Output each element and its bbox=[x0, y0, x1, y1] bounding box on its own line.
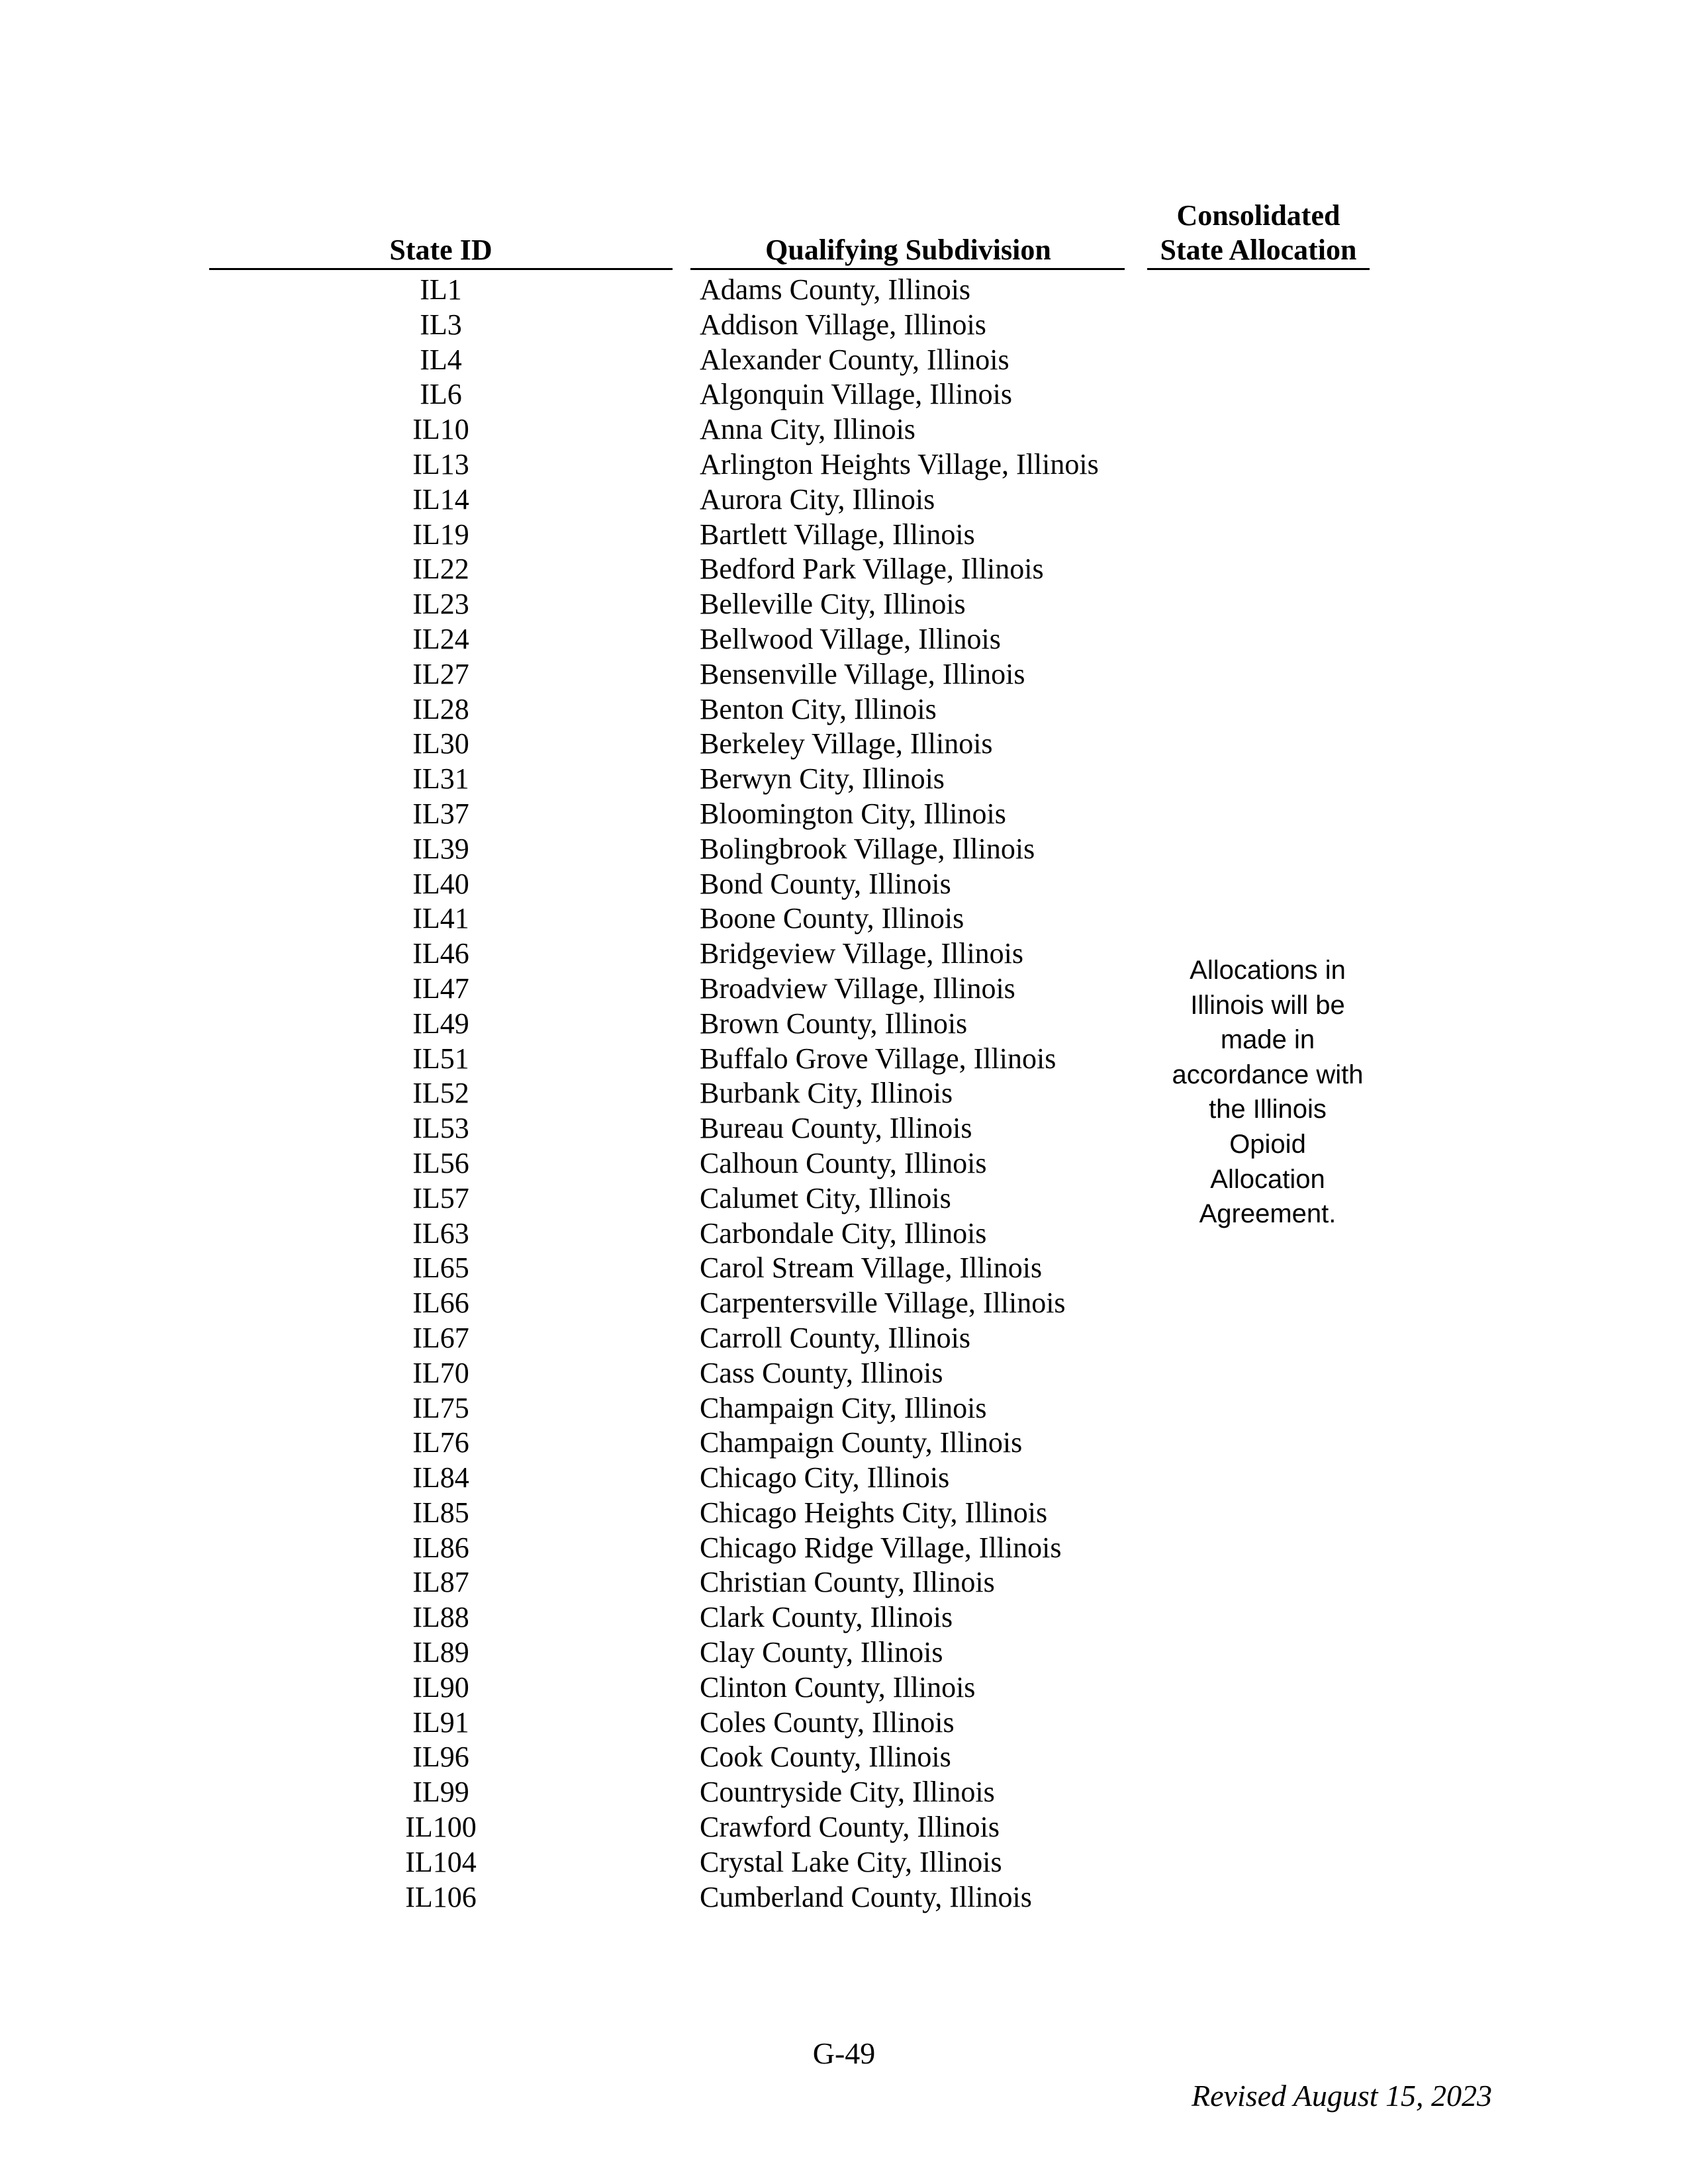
header-allocation-line1: Consolidated bbox=[1176, 199, 1340, 232]
state-id-cell: IL46 bbox=[412, 937, 469, 970]
subdivision-cell: Countryside City, Illinois bbox=[700, 1776, 995, 1809]
subdivision-cell: Christian County, Illinois bbox=[700, 1566, 995, 1599]
state-id-cell: IL6 bbox=[420, 378, 462, 411]
subdivision-column bbox=[700, 273, 1163, 1915]
state-id-cell: IL31 bbox=[412, 762, 469, 796]
state-id-cell: IL90 bbox=[412, 1670, 469, 1704]
header-rule-subdivision bbox=[690, 268, 1125, 270]
subdivision-cell: Champaign County, Illinois bbox=[700, 1426, 1023, 1459]
header-state-id: State ID bbox=[389, 234, 492, 266]
header-rule-state-id bbox=[209, 268, 673, 270]
state-id-cell: IL106 bbox=[405, 1880, 477, 1913]
subdivision-cell: Chicago Ridge Village, Illinois bbox=[700, 1531, 1062, 1564]
state-id-cell: IL104 bbox=[405, 1845, 477, 1878]
state-id-cell: IL51 bbox=[412, 1042, 469, 1075]
subdivision-cell: Burbank City, Illinois bbox=[700, 1077, 953, 1110]
subdivision-cell: Coles County, Illinois bbox=[700, 1706, 955, 1739]
state-id-cell: IL53 bbox=[412, 1112, 469, 1145]
subdivision-cell: Adams County, Illinois bbox=[700, 273, 971, 306]
subdivision-cell: Bellwood Village, Illinois bbox=[700, 622, 1001, 655]
state-id-cell: IL1 bbox=[420, 273, 462, 306]
state-id-cell: IL88 bbox=[412, 1601, 469, 1634]
subdivision-cell: Clark County, Illinois bbox=[700, 1601, 953, 1634]
state-id-cell: IL86 bbox=[412, 1531, 469, 1564]
allocation-note-line: accordance with bbox=[1172, 1060, 1364, 1089]
state-id-cell: IL30 bbox=[412, 727, 469, 760]
subdivision-cell: Clinton County, Illinois bbox=[700, 1670, 976, 1704]
subdivision-cell: Brown County, Illinois bbox=[700, 1007, 968, 1040]
state-id-cell: IL84 bbox=[412, 1461, 469, 1494]
header-consolidated-state-allocation bbox=[1147, 199, 1370, 267]
allocation-note-line: Illinois will be bbox=[1190, 990, 1345, 1020]
state-id-cell: IL23 bbox=[412, 588, 469, 621]
state-id-cell: IL89 bbox=[412, 1636, 469, 1669]
subdivision-cell: Buffalo Grove Village, Illinois bbox=[700, 1042, 1056, 1075]
subdivision-cell: Bolingbrook Village, Illinois bbox=[700, 832, 1035, 865]
subdivision-cell: Bloomington City, Illinois bbox=[700, 797, 1006, 830]
subdivision-cell: Bridgeview Village, Illinois bbox=[700, 937, 1024, 970]
subdivision-cell: Bond County, Illinois bbox=[700, 867, 951, 900]
subdivision-cell: Carpentersville Village, Illinois bbox=[700, 1287, 1066, 1320]
state-id-cell: IL57 bbox=[412, 1181, 469, 1214]
state-id-cell: IL27 bbox=[412, 657, 469, 690]
subdivision-cell: Bartlett Village, Illinois bbox=[700, 518, 975, 551]
state-id-cell: IL13 bbox=[412, 447, 469, 480]
subdivision-cell: Anna City, Illinois bbox=[700, 413, 915, 446]
state-id-cell: IL14 bbox=[412, 482, 469, 516]
header-qualifying-subdivision: Qualifying Subdivision bbox=[765, 234, 1051, 266]
state-id-cell: IL22 bbox=[412, 553, 469, 586]
subdivision-cell: Boone County, Illinois bbox=[700, 902, 964, 935]
subdivision-cell: Crawford County, Illinois bbox=[700, 1811, 1000, 1844]
subdivision-cell: Aurora City, Illinois bbox=[700, 482, 935, 516]
state-id-cell: IL49 bbox=[412, 1007, 469, 1040]
state-id-cell: IL91 bbox=[412, 1706, 469, 1739]
subdivision-cell: Belleville City, Illinois bbox=[700, 588, 966, 621]
subdivision-cell: Addison Village, Illinois bbox=[700, 308, 986, 341]
state-id-cell: IL10 bbox=[412, 413, 469, 446]
state-id-cell: IL76 bbox=[412, 1426, 469, 1459]
state-id-cell: IL47 bbox=[412, 972, 469, 1005]
subdivision-cell: Carroll County, Illinois bbox=[700, 1321, 971, 1354]
state-id-cell: IL41 bbox=[412, 902, 469, 935]
allocation-note-line: Opioid bbox=[1229, 1129, 1306, 1159]
subdivision-cell: Alexander County, Illinois bbox=[700, 343, 1009, 376]
subdivision-cell: Chicago Heights City, Illinois bbox=[700, 1496, 1048, 1529]
allocation-note-line: the Illinois bbox=[1209, 1095, 1327, 1124]
state-id-cell: IL70 bbox=[412, 1356, 469, 1389]
subdivision-cell: Clay County, Illinois bbox=[700, 1636, 943, 1669]
subdivision-cell: Algonquin Village, Illinois bbox=[700, 378, 1012, 411]
state-id-cell: IL65 bbox=[412, 1251, 469, 1285]
state-id-cell: IL56 bbox=[412, 1146, 469, 1179]
allocation-note-line: Agreement. bbox=[1199, 1199, 1336, 1229]
allocation-note bbox=[1156, 953, 1379, 1232]
state-id-cell: IL37 bbox=[412, 797, 469, 830]
state-id-cell: IL63 bbox=[412, 1216, 469, 1250]
state-id-cell: IL3 bbox=[420, 308, 462, 341]
state-id-cell: IL19 bbox=[412, 518, 469, 551]
state-id-cell: IL40 bbox=[412, 867, 469, 900]
state-id-cell: IL28 bbox=[412, 692, 469, 725]
subdivision-cell: Crystal Lake City, Illinois bbox=[700, 1845, 1002, 1878]
state-id-cell: IL85 bbox=[412, 1496, 469, 1529]
subdivision-cell: Berwyn City, Illinois bbox=[700, 762, 945, 796]
subdivision-cell: Carol Stream Village, Illinois bbox=[700, 1251, 1043, 1285]
state-id-cell: IL24 bbox=[412, 622, 469, 655]
state-id-cell: IL52 bbox=[412, 1077, 469, 1110]
subdivision-cell: Cass County, Illinois bbox=[700, 1356, 943, 1389]
subdivision-cell: Bensenville Village, Illinois bbox=[700, 657, 1025, 690]
subdivision-cell: Bureau County, Illinois bbox=[700, 1112, 972, 1145]
header-rule-allocation bbox=[1147, 268, 1370, 270]
state-id-cell: IL67 bbox=[412, 1321, 469, 1354]
allocation-note-line: Allocations in bbox=[1190, 956, 1346, 985]
state-id-cell: IL96 bbox=[412, 1741, 469, 1774]
state-id-column bbox=[209, 273, 673, 1915]
state-id-cell: IL100 bbox=[405, 1811, 477, 1844]
subdivision-cell: Bedford Park Village, Illinois bbox=[700, 553, 1044, 586]
page-number: G-49 bbox=[812, 2036, 876, 2070]
allocation-note-line: Allocation bbox=[1210, 1164, 1325, 1194]
subdivision-cell: Cook County, Illinois bbox=[700, 1741, 951, 1774]
subdivision-cell: Carbondale City, Illinois bbox=[700, 1216, 987, 1250]
state-id-cell: IL4 bbox=[420, 343, 462, 376]
subdivision-cell: Benton City, Illinois bbox=[700, 692, 937, 725]
subdivision-cell: Broadview Village, Illinois bbox=[700, 972, 1015, 1005]
subdivision-cell: Champaign City, Illinois bbox=[700, 1391, 987, 1424]
subdivision-cell: Berkeley Village, Illinois bbox=[700, 727, 993, 760]
subdivision-cell: Calhoun County, Illinois bbox=[700, 1146, 987, 1179]
revised-date: Revised August 15, 2023 bbox=[1192, 2079, 1492, 2113]
subdivision-cell: Arlington Heights Village, Illinois bbox=[700, 447, 1099, 480]
subdivision-cell: Cumberland County, Illinois bbox=[700, 1880, 1032, 1913]
subdivision-cell: Calumet City, Illinois bbox=[700, 1181, 951, 1214]
subdivision-cell: Chicago City, Illinois bbox=[700, 1461, 950, 1494]
state-id-cell: IL87 bbox=[412, 1566, 469, 1599]
state-id-cell: IL66 bbox=[412, 1287, 469, 1320]
state-id-cell: IL75 bbox=[412, 1391, 469, 1424]
state-id-cell: IL99 bbox=[412, 1776, 469, 1809]
header-allocation-line2: State Allocation bbox=[1160, 234, 1357, 266]
allocation-note-line: made in bbox=[1220, 1025, 1315, 1055]
state-id-cell: IL39 bbox=[412, 832, 469, 865]
